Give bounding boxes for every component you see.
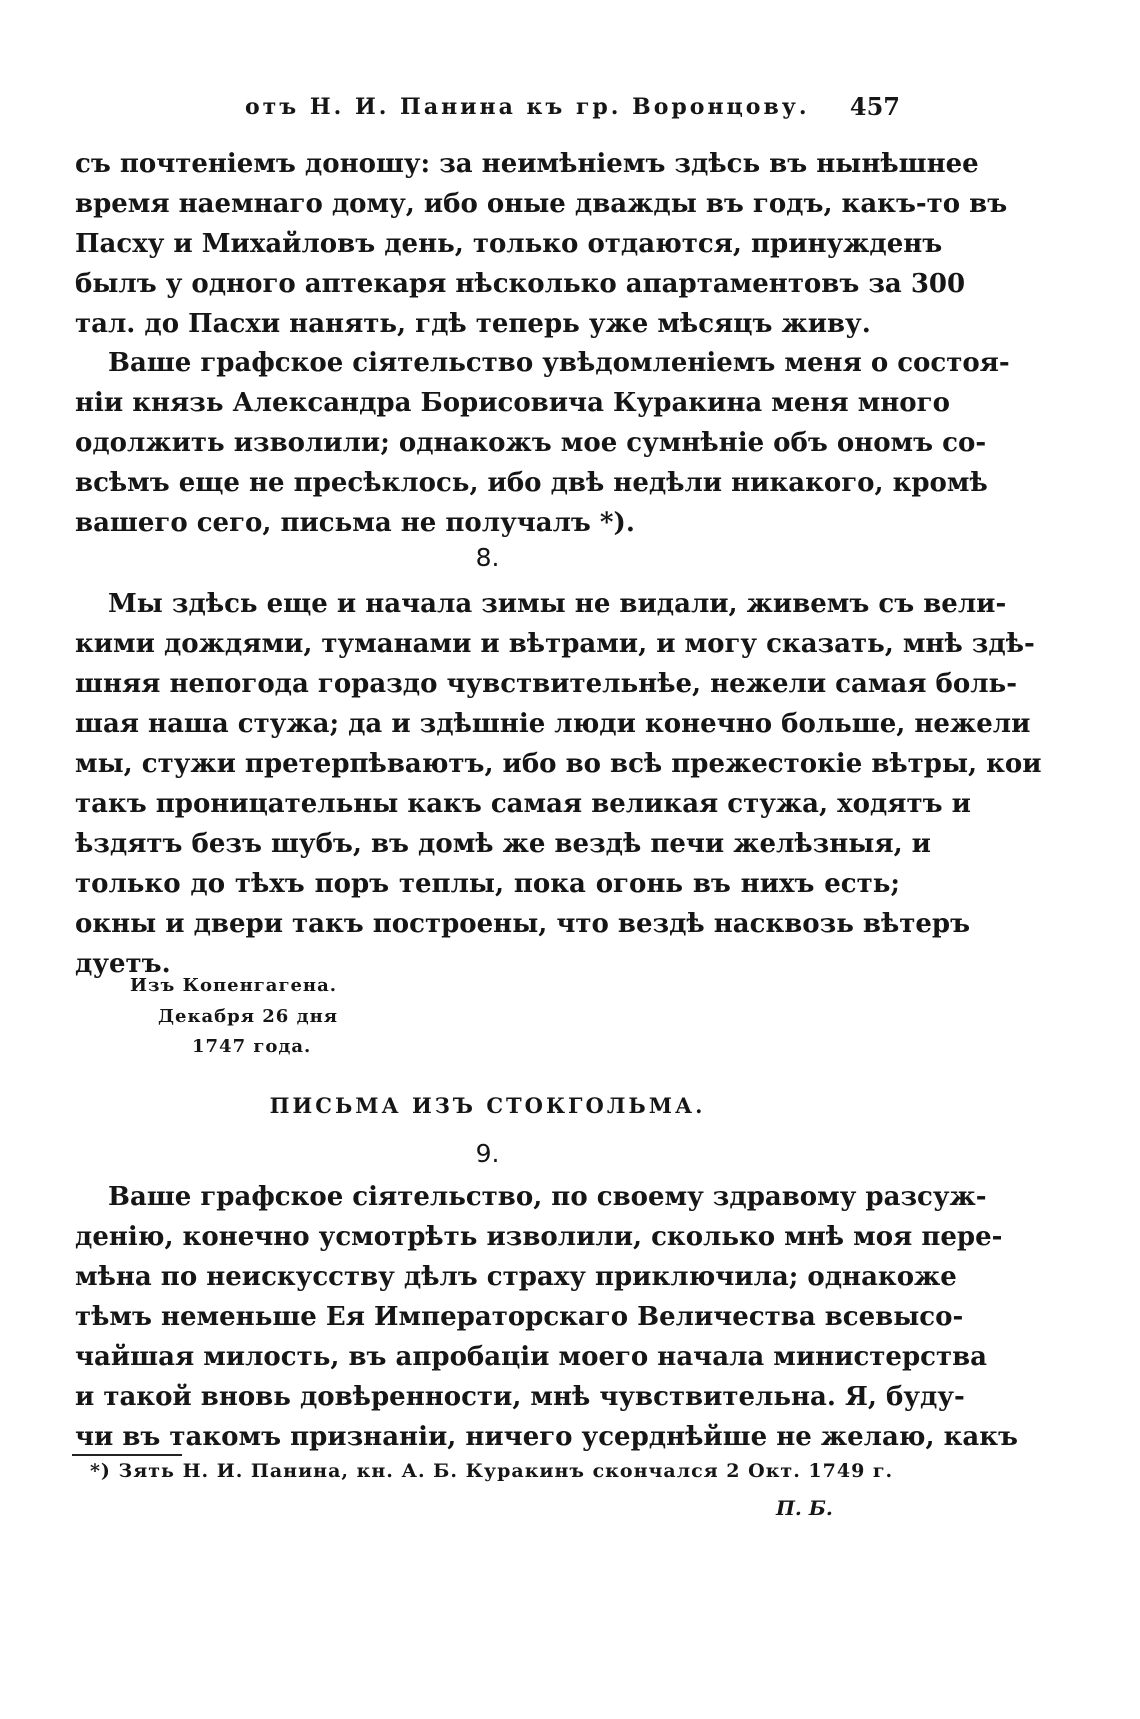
- text-line: такъ проницательны какъ самая великая стужа, ходятъ и: [75, 789, 971, 819]
- text-line: кими дождями, туманами и вѣтрами, и могу сказать, мнѣ здѣ-: [75, 629, 1035, 659]
- footnote-text: *) Зять Н. И. Панина, кн. А. Б. Куракинъ скончался 2 Окт. 1749 г.: [90, 1460, 894, 1482]
- section-number-9: 9.: [475, 1139, 500, 1168]
- text-line: чи въ такомъ признаніи, ничего усерднѣйше не желаю, какъ: [75, 1422, 1018, 1452]
- text-line: время наемнаго дому, ибо оные дважды въ годъ, какъ-то въ: [75, 189, 1008, 219]
- footnote-signature: П. Б.: [776, 1496, 833, 1520]
- text-line: съ почтеніемъ доношу: за неимѣніемъ здѣсь въ нынѣшнее: [75, 149, 979, 179]
- section-8-text: [75, 584, 1042, 984]
- signoff-year: 1747 года.: [192, 1036, 312, 1057]
- text-line: только до тѣхъ поръ теплы, пока огонь въ нихъ есть;: [75, 869, 900, 899]
- text-line: дуетъ.: [75, 949, 171, 979]
- text-line: денію, конечно усмотрѣть изволили, сколько мнѣ моя пере-: [75, 1222, 1003, 1252]
- section-title-stockholm: ПИСЬМА ИЗЪ СТОКГОЛЬМА.: [269, 1093, 706, 1118]
- text-line: былъ у одного аптекаря нѣсколько апартаментовъ за 300: [75, 269, 966, 299]
- text-line: шая наша стужа; да и здѣшніе люди конечно больше, нежели: [75, 709, 1031, 739]
- text-line: и такой вновь довѣренности, мнѣ чувствительна. Я, буду-: [75, 1382, 965, 1412]
- text-line: мы, стужи претерпѣваютъ, ибо во всѣ прежестокіе вѣтры, кои: [75, 749, 1042, 779]
- running-head: отъ Н. И. Панина къ гр. Воронцову.: [245, 94, 810, 120]
- text-line: ѣздятъ безъ шубъ, въ домѣ же вездѣ печи желѣзныя, и: [75, 829, 931, 859]
- text-line: Мы здѣсь еще и начала зимы не видали, живемъ съ вели-: [108, 589, 1007, 619]
- footnote-rule: [72, 1454, 182, 1456]
- text-line: окны и двери такъ построены, что вездѣ насквозь вѣтеръ: [75, 909, 971, 939]
- paragraph-2: [75, 343, 1010, 543]
- text-line: тѣмъ неменьше Ея Императорскаго Величества всевысо-: [75, 1302, 964, 1332]
- text-line: мѣна по неискусству дѣлъ страху приключила; однакоже: [75, 1262, 957, 1292]
- text-line: Ваше графское сіятельство, по своему здравому разсуж-: [108, 1182, 987, 1212]
- text-line: вашего сего, письма не получалъ *).: [75, 508, 635, 538]
- text-line: всѣмъ еще не пресѣклось, ибо двѣ недѣли никакого, кромѣ: [75, 468, 988, 498]
- text-line: Пасху и Михайловъ день, только отдаются, принужденъ: [75, 229, 943, 259]
- page-number: 457: [849, 92, 900, 121]
- text-line: тал. до Пасхи нанять, гдѣ теперь уже мѣсяцъ живу.: [75, 309, 871, 339]
- signoff-date: Декабря 26 дня: [158, 1006, 339, 1027]
- text-line: шняя непогода гораздо чувствительнѣе, нежели самая боль-: [75, 669, 1017, 699]
- section-number-8: 8.: [475, 543, 500, 572]
- paragraph-1: [75, 144, 1008, 344]
- page-header: [75, 90, 900, 130]
- signoff-place: Изъ Копенгагена.: [130, 975, 338, 996]
- section-9-text: [75, 1177, 1018, 1457]
- text-line: одолжить изволили; однакожъ мое сумнѣніе объ ономъ со-: [75, 428, 987, 458]
- text-line: Ваше графское сіятельство увѣдомленіемъ меня о состоя-: [108, 348, 1010, 378]
- text-line: чайшая милость, въ апробаціи моего начала министерства: [75, 1342, 987, 1372]
- text-line: ніи князь Александра Борисовича Куракина меня много: [75, 388, 950, 418]
